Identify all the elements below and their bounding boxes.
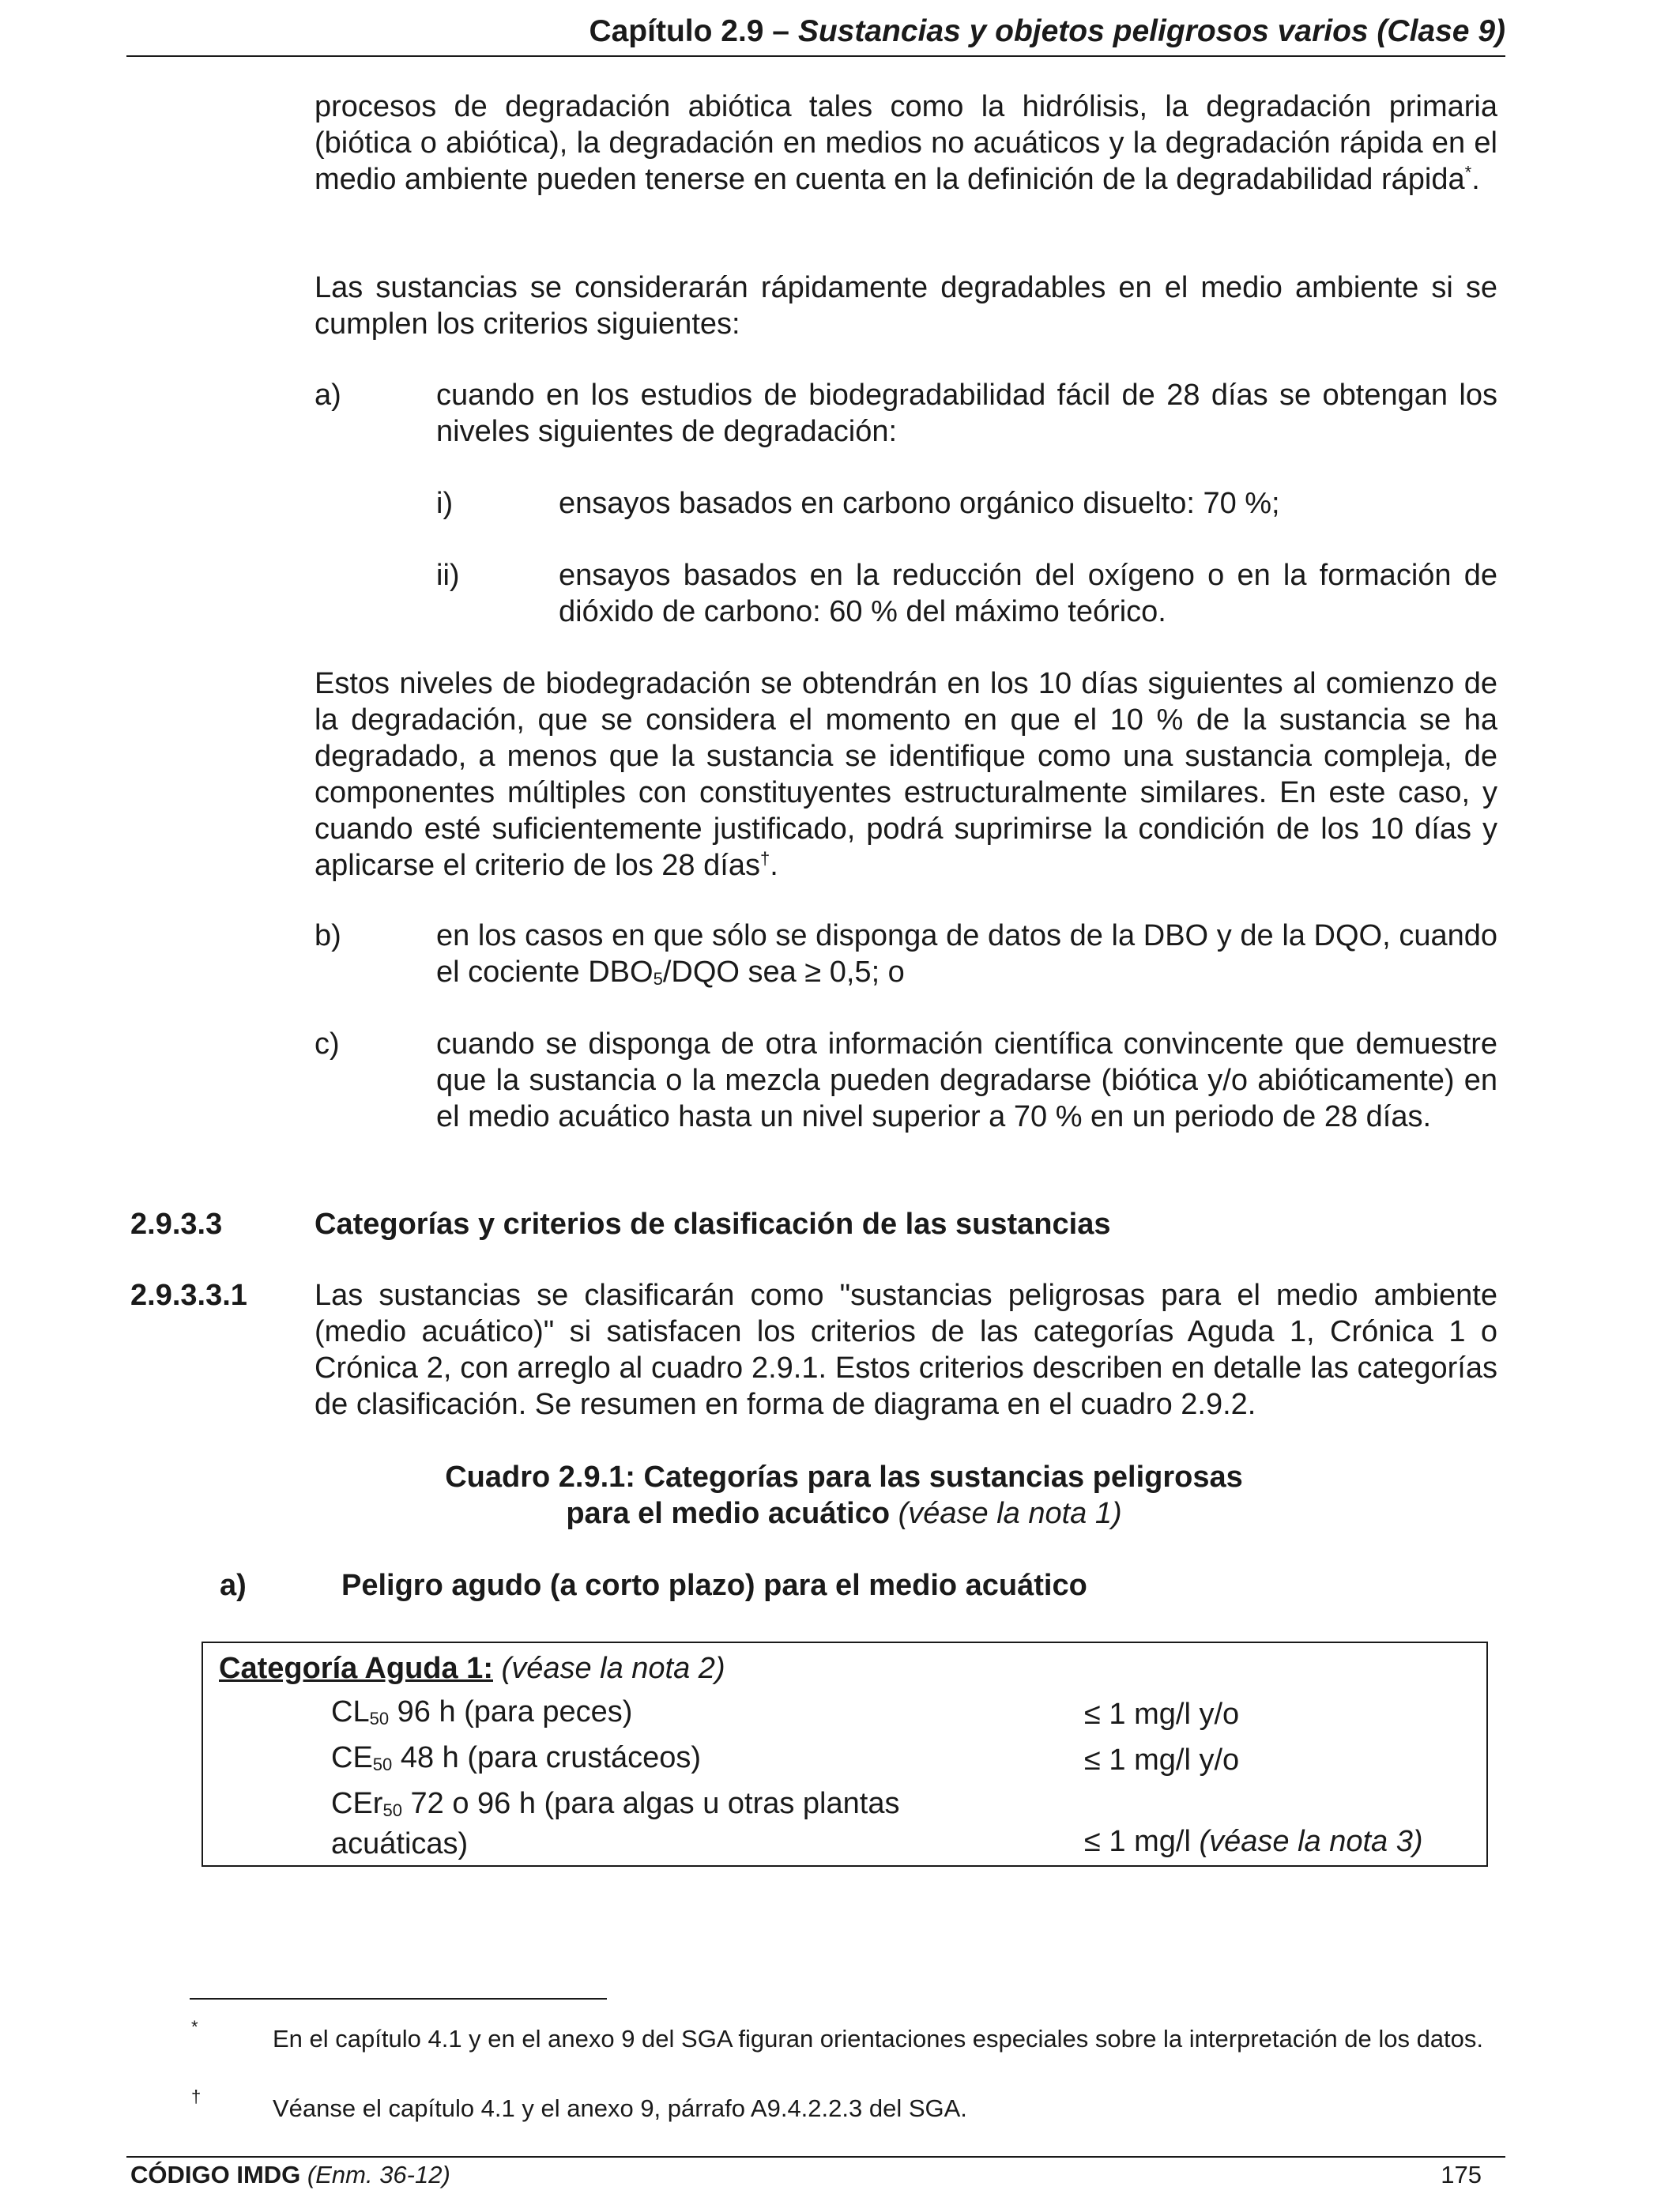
footer-rule [126,2156,1505,2158]
table-row-ce50: $CE_{50}$ 48 h (para crustáceos) [331,1741,702,1774]
item-b-text: en los casos en que sólo se disponga de datos de la DBO y de la DQO, cuando el cociente $DBO_5$/DQO sea ≥ 0,5; o [436,919,1497,989]
footnote-ref-star: * [1464,162,1472,183]
sub-i-label: i) [436,487,454,520]
paragraph-criteria-intro: Las sustancias se considerarán rápidamente degradables en el medio ambiente si se cumplen los criterios siguientes: [315,271,1497,341]
item-a-label: a) [315,379,341,412]
subsection-a-title: Peligro agudo (a corto plazo) para el medio acuático [341,1569,1087,1602]
sub-ii-label: ii) [436,559,460,592]
item-a-text: cuando en los estudios de biodegradabilidad fácil de 28 días se obtengan los niveles siguientes de degradación: [436,379,1497,448]
table-value-cl50: ≤ 1 mg/l y/o [1084,1698,1240,1731]
page-header [126,14,1505,49]
acute-category-table [202,1642,1488,1867]
item-b-label: b) [315,919,341,952]
section-title-2-9-3-3: Categorías y criterios de clasificación de las sustancias [315,1208,1111,1241]
sub-ii-text: ensayos basados en la reducción del oxígeno o en la formación de dióxido de carbono: 60 % del máximo teórico. [559,559,1497,628]
footnote-rule [190,1998,607,2000]
sub-i-text: ensayos basados en carbono orgánico disuelto: 70 %; [559,487,1280,520]
header-rule [126,55,1505,57]
footer-code: CÓDIGO IMDG (Enm. 36-12) [130,2161,450,2188]
page-number: 175 [1441,2161,1482,2188]
footnote-2-text: Véanse el capítulo 4.1 y el anexo 9, párrafo A9.4.2.2.3 del SGA. [273,2094,967,2122]
chapter-label: Capítulo 2.9 – [589,14,789,48]
section-text-2-9-3-3-1: Las sustancias se clasificarán como "sustancias peligrosas para el medio ambiente (medio acuático)" si satisfacen los criterios de las categorías Aguda 1, Crónica 1 o Crónica 2, con arreglo al cuadro 2.9.1. Estos criterios describen en detalle las categorías de clasificación. Se resumen en forma de diagrama en el cuadro 2.9.2. [315,1279,1497,1421]
paragraph-degradation: procesos de degradación abiótica tales como la hidrólisis, la degradación primaria (biótica o abiótica), la degradación en medios no acuáticos y la degradación rápida en el medio ambiente pueden tenerse en cuenta en la definición de la degradabilidad rápida*. [315,90,1497,196]
table-caption-line1: Cuadro 2.9.1: Categorías para las sustancias peligrosas [445,1461,1243,1494]
footnote-1-mark: * [191,2017,198,2037]
footnote-2-mark: † [191,2087,202,2106]
table-caption-line2: para el medio acuático (véase la nota 1) [566,1497,1122,1530]
item-c-text: cuando se disponga de otra información científica convincente que demuestre que la sustancia o la mezcla pueden degradarse (biótica y/o abióticamente) en el medio acuático hasta un nivel superior a 70 % en un periodo de 28 días. [436,1027,1497,1133]
table-value-ce50: ≤ 1 mg/l y/o [1084,1744,1240,1777]
subsection-a-label: a) [220,1569,247,1602]
section-number-2-9-3-3: 2.9.3.3 [130,1208,223,1241]
item-c-label: c) [315,1027,340,1061]
category-heading: Categoría Aguda 1: (véase la nota 2) [219,1652,725,1685]
chapter-title: Sustancias y objetos peligrosos varios (Clase 9) [797,14,1505,48]
footnote-ref-dagger: † [759,848,770,869]
footnote-1-text: En el capítulo 4.1 y en el anexo 9 del SGA figuran orientaciones especiales sobre la interpretación de los datos. [273,2025,1484,2053]
table-row-cl50: $CL_{50}$ 96 h (para peces) [331,1695,633,1728]
table-value-cer50: ≤ 1 mg/l (véase la nota 3) [1084,1825,1423,1858]
section-number-2-9-3-3-1: 2.9.3.3.1 [130,1279,247,1312]
table-row-cer50: CEr$_{50}$ 72 o 96 h (para algas u otras plantas acuáticas) [331,1787,900,1860]
table-caption [315,1459,1373,1532]
paragraph-biodegradation-levels: Estos niveles de biodegradación se obtendrán en los 10 días siguientes al comienzo de la degradación, que se considera el momento en que el 10 % de la sustancia se ha degradado, a menos que la sustancia se identifique como una sustancia compleja, de componentes múltiples con constituyentes estructuralmente similares. En este caso, y cuando esté suficientemente justificado, podrá suprimirse la condición de los 10 días y aplicarse el criterio de los 28 días†. [315,667,1497,882]
